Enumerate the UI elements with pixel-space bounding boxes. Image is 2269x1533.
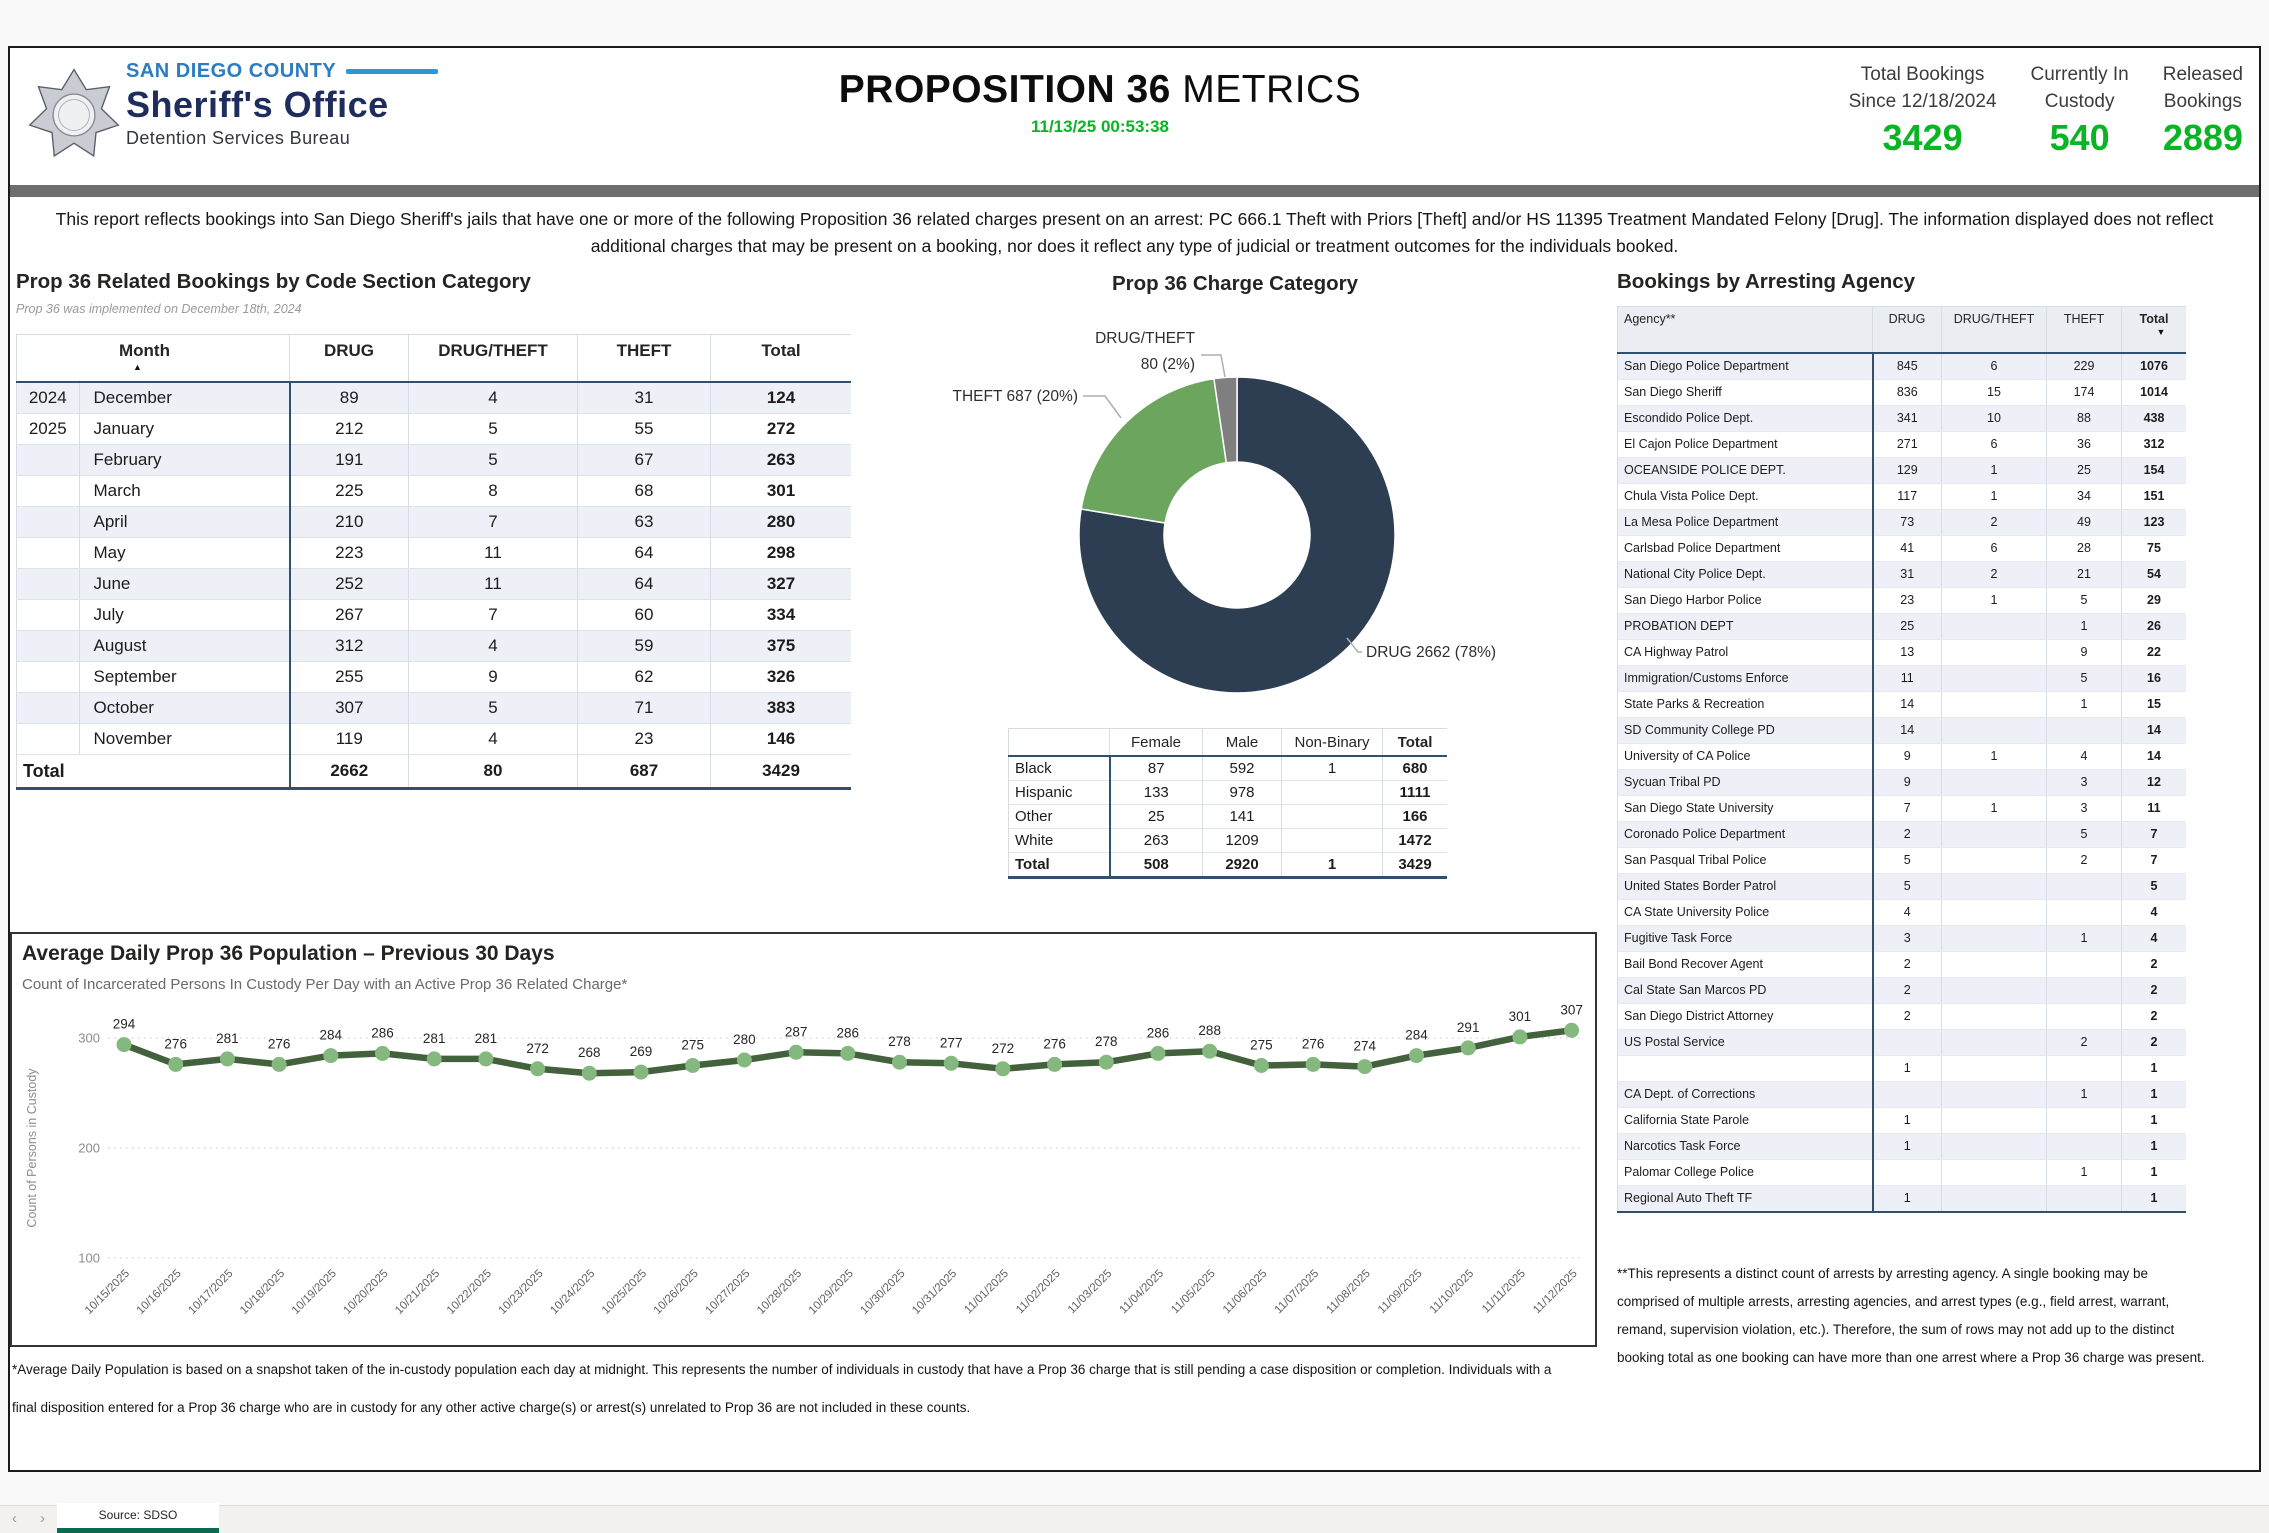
agency-table bbox=[1617, 306, 2186, 1213]
charge-category-donut-chart[interactable] bbox=[902, 315, 1602, 715]
table-row[interactable]: Black 87 592 1 680 bbox=[1009, 756, 1448, 781]
data-point[interactable] bbox=[1099, 1055, 1114, 1070]
donut-chart-title: Prop 36 Charge Category bbox=[1111, 272, 1359, 295]
monthly-table bbox=[16, 334, 851, 790]
page-tab-bar bbox=[0, 1505, 2269, 1533]
table-row[interactable]: March 225 8 68 301 bbox=[17, 476, 852, 507]
data-point-label: 286 bbox=[836, 1025, 860, 1041]
logo-office-label: Sheriff's Office bbox=[126, 84, 389, 125]
table-row[interactable]: National City Police Dept. 31 2 21 54 bbox=[1618, 562, 2187, 588]
sort-ascending-icon: ▲ bbox=[133, 362, 142, 372]
table-row[interactable]: November 119 4 23 146 bbox=[17, 724, 852, 755]
table-row[interactable]: Fugitive Task Force 3 1 4 bbox=[1618, 926, 2187, 952]
table-row[interactable]: White 263 1209 1472 bbox=[1009, 829, 1448, 853]
data-point-label: 288 bbox=[1198, 1023, 1221, 1039]
data-point[interactable] bbox=[1306, 1057, 1321, 1072]
table-row[interactable]: Chula Vista Police Dept. 117 1 34 151 bbox=[1618, 484, 2187, 510]
data-point-label: 307 bbox=[1560, 1002, 1583, 1018]
table-row[interactable]: US Postal Service 2 2 bbox=[1618, 1030, 2187, 1056]
table-row[interactable]: June 252 11 64 327 bbox=[17, 569, 852, 600]
data-point-label: 281 bbox=[422, 1030, 446, 1046]
table-row[interactable]: State Parks & Recreation 14 1 15 bbox=[1618, 692, 2187, 718]
x-axis-tick-label: 10/20/2025 bbox=[341, 1267, 391, 1317]
table-row[interactable]: CA State University Police 4 4 bbox=[1618, 900, 2187, 926]
table-row[interactable]: 2024 December 89 4 31 124 bbox=[17, 382, 852, 414]
y-axis-title: Count of Persons in Custody bbox=[25, 1068, 39, 1228]
data-point-label: 275 bbox=[681, 1037, 704, 1053]
donut-data-label: 80 (2%) bbox=[1140, 356, 1195, 373]
header-divider-bar bbox=[10, 185, 2259, 197]
report-description: This report reflects bookings into San Diego Sheriff's jails that have one or more of the following Proposition 36 related charges present on an arrest: PC 666.1 Theft with Priors [Theft] and/or HS 11395 Treatment Mandated Felony [Drug]. The information displayed does not reflect additional charges that may be present on a booking, nor does it reflect any type of judicial or treatment outcomes for the individuals booked. bbox=[10, 197, 2259, 264]
table-row[interactable]: Coronado Police Department 2 5 7 bbox=[1618, 822, 2187, 848]
data-point-label: 272 bbox=[991, 1040, 1015, 1056]
column-header[interactable]: Total ▼ bbox=[2122, 307, 2187, 354]
data-point[interactable] bbox=[478, 1051, 493, 1066]
kpi-cards bbox=[1849, 62, 2243, 159]
data-point[interactable] bbox=[737, 1053, 752, 1068]
column-header[interactable]: Month ▲ bbox=[79, 335, 290, 383]
data-point-label: 272 bbox=[526, 1040, 549, 1056]
data-point[interactable] bbox=[323, 1048, 338, 1063]
kpi-in-custody bbox=[2031, 62, 2129, 159]
line-chart-subtitle: Count of Incarcerated Persons In Custody Per Day with an Active Prop 36 Related Charge* bbox=[22, 976, 628, 993]
kpi-released bbox=[2163, 62, 2243, 159]
data-point-label: 274 bbox=[1353, 1038, 1377, 1054]
x-axis-tick-label: 10/24/2025 bbox=[548, 1267, 598, 1317]
data-point[interactable] bbox=[1564, 1023, 1579, 1038]
donut-data-label: THEFT 687 (20%) bbox=[952, 388, 1078, 405]
x-axis-tick-label: 10/19/2025 bbox=[289, 1267, 339, 1317]
table-row[interactable]: July 267 7 60 334 bbox=[17, 600, 852, 631]
callout-leader-line bbox=[1083, 396, 1121, 418]
table-row[interactable]: Immigration/Customs Enforce 11 5 16 bbox=[1618, 666, 2187, 692]
data-point-label: 276 bbox=[267, 1036, 291, 1052]
x-axis-tick-label: 11/12/2025 bbox=[1531, 1267, 1580, 1317]
logo-county-label: SAN DIEGO COUNTY bbox=[126, 60, 337, 82]
x-axis-tick-label: 11/01/2025 bbox=[962, 1267, 1012, 1317]
data-point[interactable] bbox=[1202, 1044, 1217, 1059]
table-row[interactable]: August 312 4 59 375 bbox=[17, 631, 852, 662]
logo-text bbox=[126, 60, 438, 149]
kpi-value: 540 bbox=[2049, 117, 2110, 159]
x-axis-tick-label: 10/18/2025 bbox=[238, 1267, 288, 1317]
data-point[interactable] bbox=[1461, 1040, 1476, 1055]
data-point[interactable] bbox=[685, 1058, 700, 1073]
table-row[interactable]: San Diego Harbor Police 23 1 5 29 bbox=[1618, 588, 2187, 614]
data-point-label: 269 bbox=[629, 1044, 653, 1060]
x-axis-tick-label: 10/31/2025 bbox=[910, 1267, 960, 1317]
total-row[interactable]: Total 508 2920 1 3429 bbox=[1009, 853, 1448, 878]
data-point-label: 287 bbox=[784, 1024, 808, 1040]
table-row[interactable]: San Pasqual Tribal Police 5 2 7 bbox=[1618, 848, 2187, 874]
table-row[interactable]: 2025 January 212 5 55 272 bbox=[17, 414, 852, 445]
table-row[interactable]: California State Parole 1 1 bbox=[1618, 1108, 2187, 1134]
x-axis-tick-label: 11/06/2025 bbox=[1220, 1267, 1270, 1317]
line-chart-title: Average Daily Prop 36 Population – Previous 30 Days bbox=[22, 942, 555, 965]
table-row[interactable]: April 210 7 63 280 bbox=[17, 507, 852, 538]
data-point[interactable] bbox=[168, 1057, 183, 1072]
table-row[interactable]: October 307 5 71 383 bbox=[17, 693, 852, 724]
x-axis-tick-label: 10/29/2025 bbox=[806, 1267, 856, 1317]
table-row[interactable]: OCEANSIDE POLICE DEPT. 129 1 25 154 bbox=[1618, 458, 2187, 484]
x-axis-tick-label: 10/28/2025 bbox=[755, 1267, 805, 1317]
column-header[interactable]: DRUG/THEFT bbox=[1942, 307, 2047, 354]
data-point[interactable] bbox=[1254, 1058, 1269, 1073]
demographics-table bbox=[1008, 728, 1447, 879]
agency-table-title: Bookings by Arresting Agency bbox=[1617, 270, 1916, 293]
table-row[interactable]: Sycuan Tribal PD 9 3 12 bbox=[1618, 770, 2187, 796]
daily-population-chart-panel bbox=[10, 932, 1597, 1347]
x-axis-tick-label: 11/02/2025 bbox=[1014, 1267, 1063, 1317]
table-row[interactable]: Regional Auto Theft TF 1 1 bbox=[1618, 1186, 2187, 1213]
report-timestamp: 11/13/25 00:53:38 bbox=[1030, 117, 1169, 136]
x-axis-tick-label: 10/22/2025 bbox=[444, 1267, 495, 1317]
sort-descending-icon: ▼ bbox=[2156, 327, 2166, 337]
table-row[interactable]: University of CA Police 9 1 4 14 bbox=[1618, 744, 2187, 770]
data-point-label: 276 bbox=[1301, 1036, 1325, 1052]
monthly-table-title: Prop 36 Related Bookings by Code Section Category bbox=[16, 270, 531, 293]
data-point[interactable] bbox=[944, 1056, 959, 1071]
data-point-label: 275 bbox=[1250, 1037, 1273, 1053]
table-row[interactable]: CA Dept. of Corrections 1 1 bbox=[1618, 1082, 2187, 1108]
data-point[interactable] bbox=[634, 1065, 649, 1080]
y-axis-tick-label: 200 bbox=[78, 1140, 100, 1156]
tab-source-sdso[interactable]: Source: SDSO bbox=[57, 1503, 219, 1533]
data-point-label: 276 bbox=[164, 1036, 187, 1052]
column-header[interactable]: Agency** bbox=[1618, 307, 1873, 354]
table-row[interactable]: San Diego State University 7 1 3 11 bbox=[1618, 796, 2187, 822]
data-point-label: 294 bbox=[112, 1016, 136, 1032]
data-point[interactable] bbox=[789, 1045, 804, 1060]
report-header bbox=[10, 48, 2259, 185]
x-axis-tick-label: 10/16/2025 bbox=[134, 1267, 184, 1317]
data-point[interactable] bbox=[375, 1046, 390, 1061]
table-row[interactable]: Cal State San Marcos PD 2 2 bbox=[1618, 978, 2187, 1004]
y-axis-tick-label: 300 bbox=[78, 1030, 100, 1046]
y-axis-tick-label: 100 bbox=[78, 1250, 100, 1266]
column-header[interactable]: Total bbox=[711, 335, 852, 383]
x-axis-tick-label: 10/25/2025 bbox=[599, 1267, 650, 1317]
x-axis-tick-label: 11/07/2025 bbox=[1272, 1267, 1322, 1317]
data-point[interactable] bbox=[530, 1061, 545, 1076]
table-row[interactable]: Carlsbad Police Department 41 6 28 75 bbox=[1618, 536, 2187, 562]
table-row[interactable]: San Diego Sheriff 836 15 174 1014 bbox=[1618, 380, 2187, 406]
column-header[interactable]: Female bbox=[1110, 729, 1203, 757]
table-row[interactable]: Other 25 141 166 bbox=[1009, 805, 1448, 829]
next-page-icon[interactable]: › bbox=[40, 1510, 45, 1527]
table-row[interactable]: United States Border Patrol 5 5 bbox=[1618, 874, 2187, 900]
x-axis-tick-label: 10/21/2025 bbox=[393, 1267, 443, 1317]
data-point[interactable] bbox=[220, 1051, 235, 1066]
data-point-label: 281 bbox=[216, 1030, 239, 1046]
table-row[interactable]: Escondido Police Dept. 341 10 88 438 bbox=[1618, 406, 2187, 432]
data-point[interactable] bbox=[892, 1055, 907, 1070]
chart-footnote: *Average Daily Population is based on a snapshot taken of the in-custody population each day at midnight. This represents the number of individuals in custody that have a Prop 36 charge that is still pending a case disposition or completion. Individuals with a final disposition entered for a Prop 36 charge who are in custody for any other active charge(s) or arrest(s) unrelated to Prop 36 are not included in these counts. bbox=[12, 1362, 1552, 1415]
data-point[interactable] bbox=[1357, 1059, 1372, 1074]
data-point-label: 268 bbox=[578, 1045, 601, 1061]
data-point-label: 278 bbox=[1095, 1034, 1118, 1050]
data-point[interactable] bbox=[117, 1037, 132, 1052]
kpi-label: Currently In Custody bbox=[2030, 64, 2129, 112]
x-axis-tick-label: 10/26/2025 bbox=[651, 1267, 701, 1317]
report-frame bbox=[8, 46, 2261, 1472]
table-row[interactable]: Palomar College Police 1 1 bbox=[1618, 1160, 2187, 1186]
agency-footnote: **This represents a distinct count of arrests by arresting agency. A single booking may be comprised of multiple arrests, arresting agencies, and arrest types (e.g., field arrest, warrant, remand, supervision violation, etc.). Therefore, the sum of rows may not add up to the distinct booking total as one booking can have more than one arrest where a Prop 36 charge was present. bbox=[1617, 1266, 2205, 1365]
data-point-label: 281 bbox=[474, 1030, 498, 1046]
kpi-label: Released Bookings bbox=[2162, 64, 2243, 112]
data-point[interactable] bbox=[1047, 1057, 1062, 1072]
monthly-table-subtitle: Prop 36 was implemented on December 18th, 2024 bbox=[16, 302, 302, 316]
kpi-value: 2889 bbox=[2162, 117, 2243, 159]
page-title-main: PROPOSITION 36 bbox=[838, 68, 1171, 111]
x-axis-tick-label: 10/23/2025 bbox=[496, 1267, 546, 1317]
logo-accent-bar bbox=[346, 69, 438, 74]
x-axis-tick-label: 11/11/2025 bbox=[1480, 1267, 1529, 1316]
x-axis-tick-label: 10/27/2025 bbox=[703, 1267, 753, 1317]
data-point-label: 291 bbox=[1456, 1019, 1480, 1035]
x-axis-tick-label: 11/08/2025 bbox=[1324, 1267, 1373, 1317]
data-point[interactable] bbox=[427, 1051, 442, 1066]
donut-data-label: DRUG/THEFT bbox=[1095, 330, 1195, 347]
kpi-value: 3429 bbox=[1882, 117, 1963, 159]
table-row[interactable]: CA Highway Patrol 13 9 22 bbox=[1618, 640, 2187, 666]
column-header[interactable]: DRUG bbox=[290, 335, 409, 383]
column-header[interactable] bbox=[17, 335, 80, 383]
total-row[interactable]: Total 2662 80 687 3429 bbox=[17, 755, 852, 789]
x-axis-tick-label: 11/09/2025 bbox=[1376, 1267, 1425, 1317]
donut-slice-theft[interactable] bbox=[1081, 379, 1226, 523]
logo-county-line bbox=[126, 60, 438, 83]
column-header[interactable]: Total bbox=[1383, 729, 1448, 757]
x-axis-tick-label: 11/03/2025 bbox=[1065, 1267, 1115, 1317]
table-row[interactable]: September 255 9 62 326 bbox=[17, 662, 852, 693]
data-point[interactable] bbox=[1409, 1048, 1424, 1063]
table-row[interactable]: San Diego Police Department 845 6 229 1076 bbox=[1618, 353, 2187, 380]
data-point[interactable] bbox=[995, 1061, 1010, 1076]
x-axis-tick-label: 10/15/2025 bbox=[82, 1267, 133, 1317]
data-point-label: 284 bbox=[1405, 1027, 1428, 1043]
logo-bureau-label: Detention Services Bureau bbox=[126, 128, 351, 148]
table-row[interactable]: San Diego District Attorney 2 2 bbox=[1618, 1004, 2187, 1030]
page-title-sub: METRICS bbox=[1170, 68, 1362, 111]
kpi-label: Total Bookings Since 12/18/2024 bbox=[1848, 64, 1997, 112]
table-row[interactable]: February 191 5 67 263 bbox=[17, 445, 852, 476]
sheriff-star-logo-icon bbox=[24, 56, 124, 174]
table-row[interactable]: PROBATION DEPT 25 1 26 bbox=[1618, 614, 2187, 640]
donut-data-label: DRUG 2662 (78%) bbox=[1366, 644, 1497, 661]
daily-population-line-chart[interactable] bbox=[12, 934, 1591, 1341]
table-row[interactable]: Narcotics Task Force 1 1 bbox=[1618, 1134, 2187, 1160]
table-row[interactable]: Bail Bond Recover Agent 2 2 bbox=[1618, 952, 2187, 978]
data-point-label: 284 bbox=[319, 1027, 343, 1043]
x-axis-tick-label: 11/10/2025 bbox=[1427, 1267, 1477, 1317]
data-point[interactable] bbox=[1512, 1029, 1527, 1044]
data-point-label: 278 bbox=[888, 1034, 911, 1050]
table-row[interactable]: May 223 11 64 298 bbox=[17, 538, 852, 569]
column-header[interactable]: DRUG bbox=[1873, 307, 1942, 354]
page-title-block bbox=[650, 68, 1550, 137]
column-header[interactable]: DRUG/THEFT bbox=[409, 335, 578, 383]
page-title bbox=[650, 68, 1550, 112]
column-header[interactable]: Male bbox=[1203, 729, 1282, 757]
prev-page-icon[interactable]: ‹ bbox=[12, 1510, 17, 1527]
callout-leader-line bbox=[1201, 355, 1225, 377]
table-row[interactable]: La Mesa Police Department 73 2 49 123 bbox=[1618, 510, 2187, 536]
column-header[interactable]: THEFT bbox=[2047, 307, 2122, 354]
column-header[interactable] bbox=[1009, 729, 1110, 757]
table-row[interactable]: SD Community College PD 14 14 bbox=[1618, 718, 2187, 744]
column-header[interactable]: THEFT bbox=[578, 335, 711, 383]
data-point-label: 301 bbox=[1508, 1008, 1532, 1024]
x-axis-tick-label: 11/05/2025 bbox=[1169, 1267, 1218, 1317]
data-point-label: 286 bbox=[371, 1025, 394, 1041]
column-header[interactable]: Non-Binary bbox=[1282, 729, 1383, 757]
data-point[interactable] bbox=[1151, 1046, 1166, 1061]
x-axis-tick-label: 10/17/2025 bbox=[186, 1267, 236, 1317]
data-point-label: 276 bbox=[1043, 1036, 1066, 1052]
kpi-total-bookings bbox=[1849, 62, 1997, 159]
data-point[interactable] bbox=[840, 1046, 855, 1061]
x-axis-tick-label: 10/30/2025 bbox=[858, 1267, 908, 1317]
table-row[interactable]: El Cajon Police Department 271 6 36 312 bbox=[1618, 432, 2187, 458]
data-point-label: 277 bbox=[939, 1035, 963, 1051]
data-point-label: 286 bbox=[1146, 1025, 1170, 1041]
x-axis-tick-label: 11/04/2025 bbox=[1117, 1267, 1167, 1317]
data-point[interactable] bbox=[582, 1066, 597, 1081]
table-row[interactable]: 1 1 bbox=[1618, 1056, 2187, 1082]
data-point[interactable] bbox=[272, 1057, 287, 1072]
data-point-label: 280 bbox=[733, 1032, 756, 1047]
table-row[interactable]: Hispanic 133 978 1111 bbox=[1009, 781, 1448, 805]
